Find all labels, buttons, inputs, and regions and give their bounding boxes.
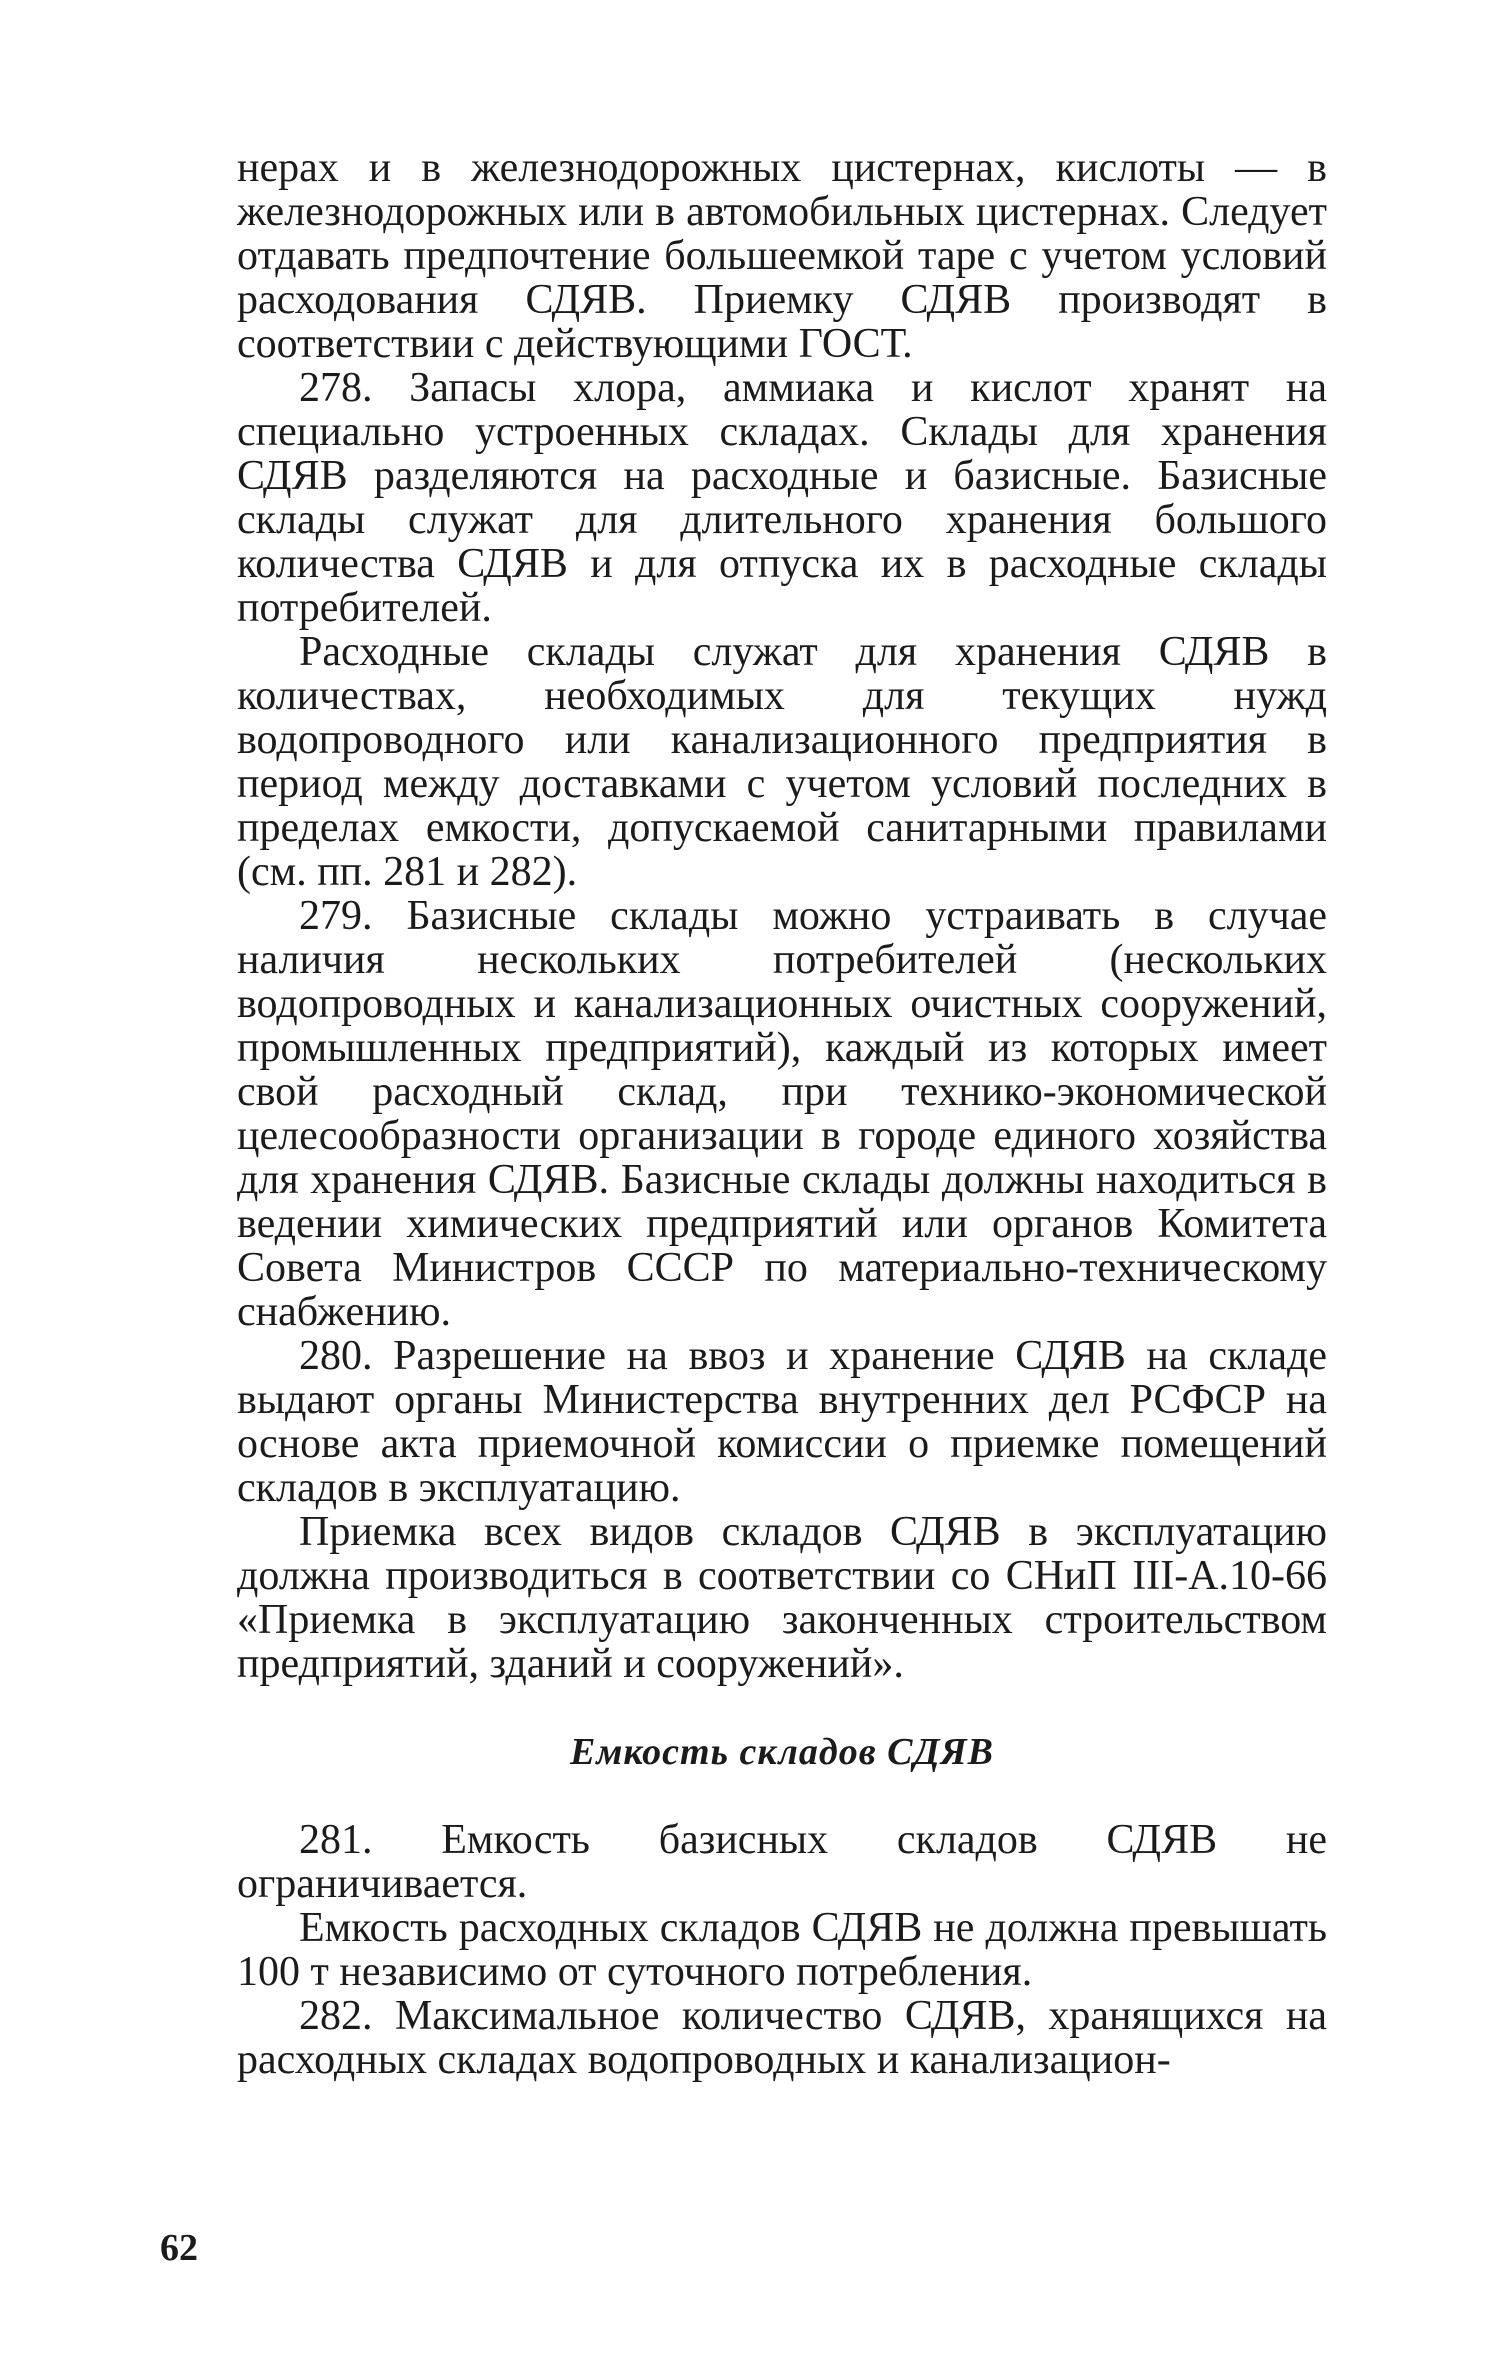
paragraph-280: 280. Разрешение на ввоз и хранение СДЯВ на складе выдают органы Министерства внутренних дел РСФСР на основе акта приемочной комиссии о приемке помещений складов в эксплуатацию. bbox=[237, 1333, 1327, 1511]
paragraph-279: 279. Базисные склады можно устраивать в случае наличия нескольких потребителей (нескольких водопроводных и канализационных очистных сооружений, промышленных предприятий), каждый из которых имеет свой расходный склад, при технико-экономической целесообразности организации в городе единого хозяйства для хранения СДЯВ. Базисные склады должны находиться в ведении химических предприятий или органов Комитета Совета Министров СССР по материально-техническому снабжению. bbox=[237, 893, 1327, 1335]
paragraph-278: 278. Запасы хлора, аммиака и кислот хранят на специально устроенных складах. Склады для хранения СДЯВ разделяются на расходные и базисные. Базисные склады служат для длительного хранения большого количества СДЯВ и для отпуска их в расходные склады потребителей. bbox=[237, 365, 1327, 631]
section-heading: Емкость складов СДЯВ bbox=[569, 1731, 995, 1773]
page-number: 62 bbox=[160, 2227, 198, 2269]
paragraph-acceptance: Приемка всех видов складов СДЯВ в эксплуатацию должна производиться в соответствии со СНиП III-А.10-66 «Приемка в эксплуатацию законченных строительством предприятий, зданий и сооружений». bbox=[237, 1509, 1327, 1687]
paragraph-282: 282. Максимальное количество СДЯВ, хранящихся на расходных складах водопроводных и канализацион- bbox=[237, 1993, 1327, 2083]
paragraph-continuation: нерах и в железнодорожных цистернах, кислоты — в железнодорожных или в автомобильных цистернах. Следует отдавать предпочтение большеемкой таре с учетом условий расходования СДЯВ. Приемку СДЯВ производят в соответствии с действующими ГОСТ. bbox=[237, 145, 1327, 367]
paragraph-281: 281. Емкость базисных складов СДЯВ не ограничивается. bbox=[237, 1817, 1327, 1907]
paragraph-capacity-limit: Емкость расходных складов СДЯВ не должна превышать 100 т независимо от суточного потребления. bbox=[237, 1905, 1327, 1995]
paragraph-consumption-warehouses: Расходные склады служат для хранения СДЯВ в количествах, необходимых для текущих нужд водопроводного или канализационного предприятия в период между доставками с учетом условий последних в пределах емкости, допускаемой санитарными правилами (см. пп. 281 и 282). bbox=[237, 629, 1327, 895]
text-column bbox=[237, 146, 1327, 2082]
